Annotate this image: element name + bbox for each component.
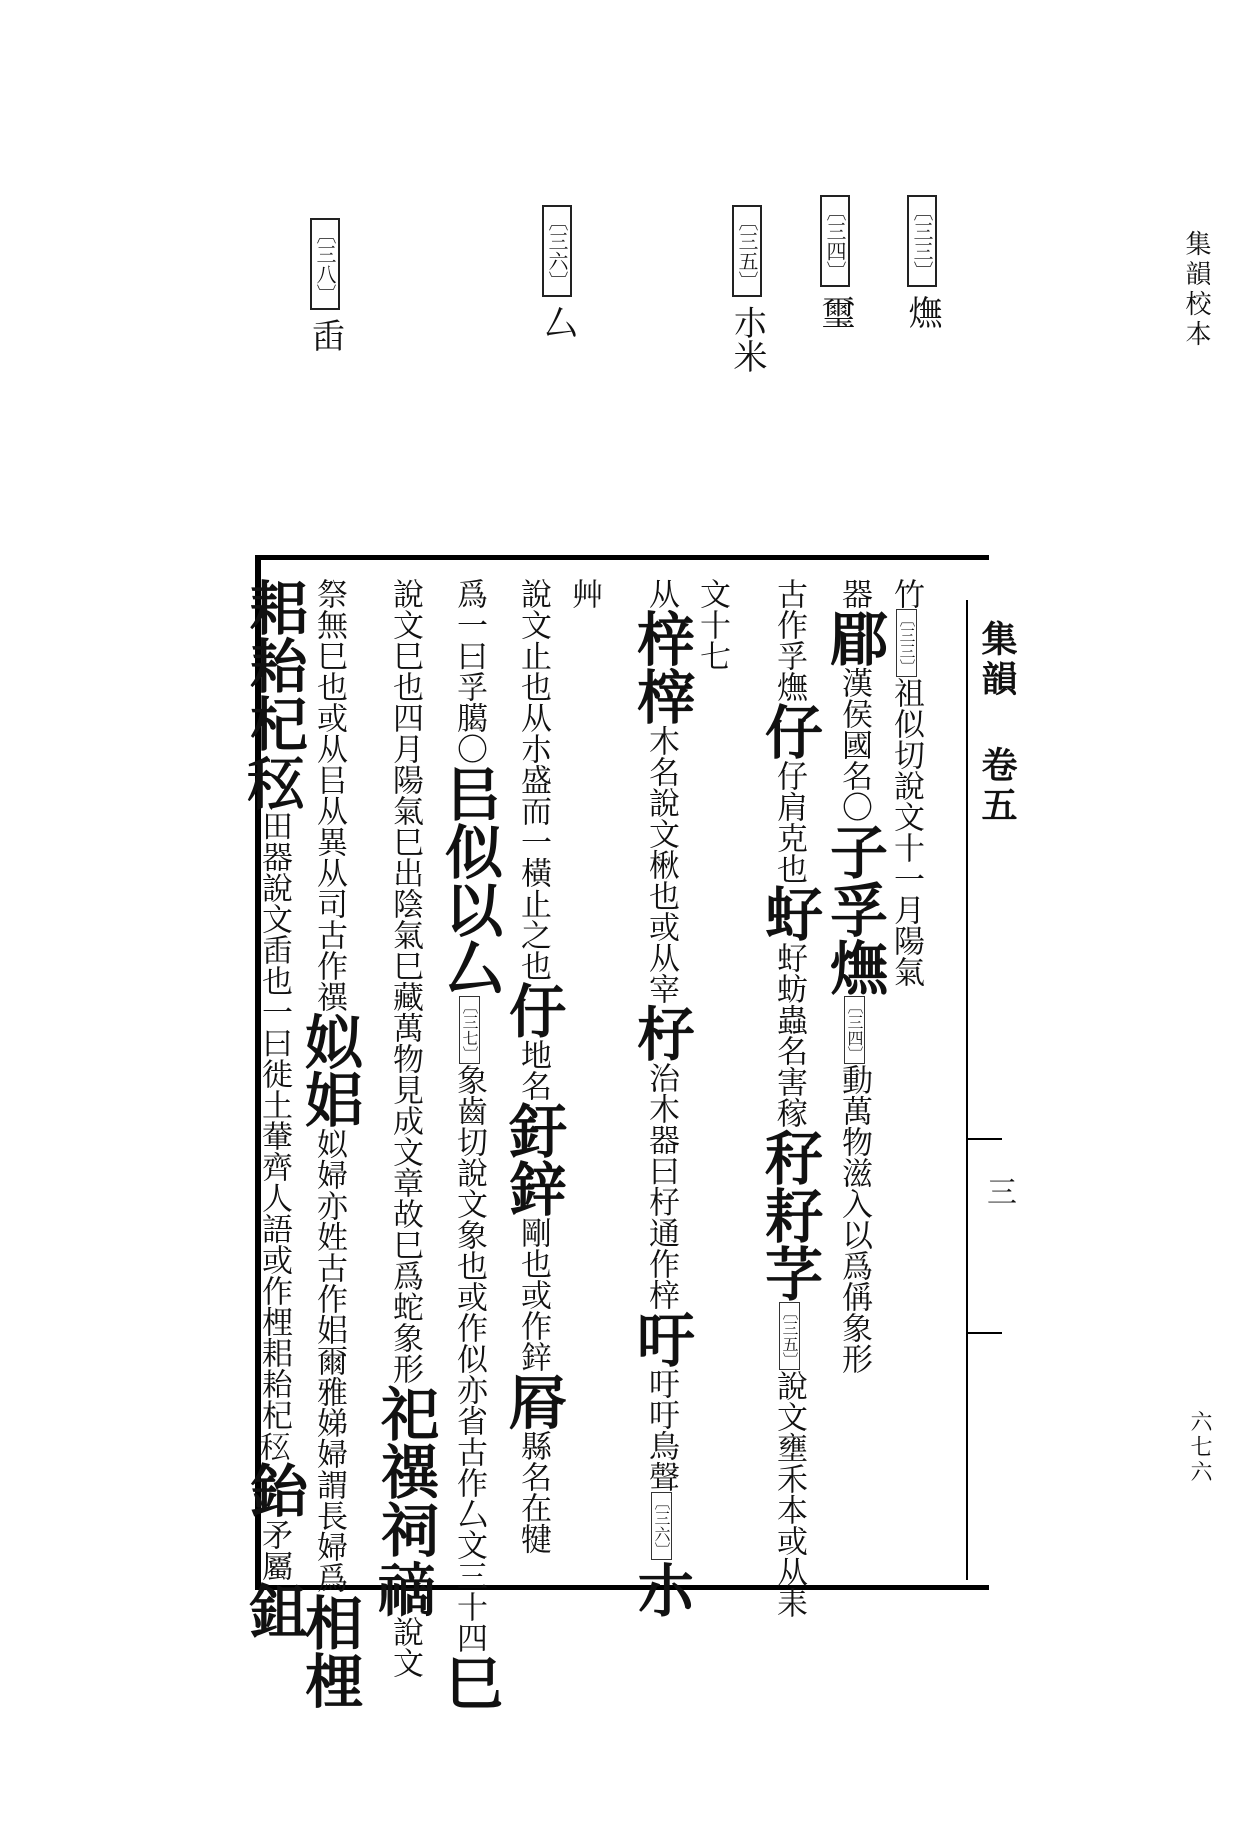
gloss-text: 說文巳也四月陽氣巳出陰氣巳藏萬物見成文章故巳爲蛇象形	[387, 578, 423, 1384]
note-marker: 〔三四〕	[845, 998, 864, 1062]
headword: 虸	[755, 884, 823, 942]
gloss-text: 說文壅禾本或从耒	[771, 1370, 807, 1618]
headword: 釪鋅	[499, 1101, 567, 1217]
headword: 鈶	[240, 1461, 308, 1519]
gloss-text: 說文	[387, 1616, 423, 1678]
gloss-text: 爲一曰孚臈	[451, 578, 487, 733]
gloss-text: 器	[836, 578, 872, 609]
gloss-text: 姒婦亦姓古作㚶爾雅娣婦謂長婦爲	[311, 1128, 347, 1593]
gloss-text: 仔肩克也	[771, 760, 807, 884]
headword: 巳	[435, 1653, 503, 1711]
text-column	[295, 578, 363, 1709]
gloss-text: 祖似切說文十一月陽氣	[888, 677, 924, 987]
page-number: 六七六	[1187, 1410, 1212, 1485]
headword: 郿	[820, 609, 888, 667]
gloss-text: 〇	[451, 733, 487, 764]
gloss-text: 艸	[566, 578, 602, 609]
note-text: 璽	[815, 295, 855, 329]
note-text: 厶	[537, 305, 577, 339]
note-number: 〔三六〕	[542, 205, 572, 297]
headword: 姒㚶	[295, 1012, 363, 1128]
headword: 子孚㷻	[820, 822, 888, 996]
collation-note	[815, 195, 855, 329]
running-title: 集韻校本	[1181, 230, 1211, 350]
gloss-text: 从	[643, 578, 679, 609]
gloss-text: 古作孚㷻	[771, 578, 807, 702]
gloss-text: 漢侯國名	[836, 667, 872, 791]
headword: 鉏	[240, 1581, 308, 1639]
text-column	[694, 578, 730, 671]
gloss-text: 地名	[515, 1039, 551, 1101]
fishtail-mark	[966, 1138, 1002, 1140]
gloss-text: 縣名在犍	[515, 1430, 551, 1554]
headword: 㠯似以厶	[435, 764, 503, 996]
gloss-text: 虸蚄蟲名害稼	[771, 942, 807, 1128]
collation-note	[727, 205, 767, 373]
note-text: 臿	[305, 318, 345, 352]
collation-note	[305, 218, 345, 352]
gloss-text: 〇	[836, 791, 872, 822]
text-column	[371, 578, 439, 1678]
text-column	[566, 578, 602, 609]
note-marker: 〔三五〕	[780, 1304, 799, 1368]
collation-note	[902, 195, 942, 329]
gloss-text: 祭無巳也或从㠯从異从司古作禩	[311, 578, 347, 1012]
text-column	[755, 578, 823, 1618]
text-column	[627, 578, 695, 1618]
text-column	[435, 578, 503, 1711]
note-number: 〔三八〕	[310, 218, 340, 310]
headword: 㐵	[499, 981, 567, 1039]
note-marker: 〔三六〕	[652, 1494, 671, 1558]
gloss-text: 竹	[888, 578, 924, 609]
headword: 梓榟	[627, 609, 695, 725]
note-marker: 〔三七〕	[460, 998, 479, 1062]
gloss-text: 木名說文楸也或从宰	[643, 725, 679, 1004]
gloss-text: 田器說文臿也一曰徙土輂齊人語或作梩耜耛杞𥝮	[256, 810, 292, 1461]
note-number: 〔三四〕	[820, 195, 850, 287]
gloss-text: 動萬物滋入以爲偁象形	[836, 1064, 872, 1374]
note-number: 〔三五〕	[732, 205, 762, 297]
note-number: 〔三三〕	[907, 195, 937, 287]
collation-note	[537, 205, 577, 339]
gloss-text: 象齒切說文象也或作似亦省古作厶文三十四	[451, 1064, 487, 1653]
note-text: 㷻	[902, 295, 942, 329]
text-column	[820, 578, 888, 1374]
headword: 耜耛杞𥝮	[240, 578, 308, 810]
headword: 祀禩祠𥛚	[371, 1384, 439, 1616]
text-column	[499, 578, 567, 1554]
note-marker: 〔三三〕	[897, 611, 916, 675]
fishtail-mark	[966, 1332, 1002, 1334]
gloss-text: 治木器曰杍通作梓	[643, 1062, 679, 1310]
note-text: 朩米	[727, 305, 767, 373]
headword: 仔	[755, 702, 823, 760]
headword: 朩	[627, 1560, 695, 1618]
headword: 杍	[627, 1004, 695, 1062]
gloss-text: 文十七	[694, 578, 730, 671]
headword: 㞕	[499, 1372, 567, 1430]
gloss-text: 說文止也从朩盛而一橫止之也	[515, 578, 551, 981]
headword: 相梩	[295, 1593, 363, 1709]
text-column	[888, 578, 924, 987]
gloss-text: 矛屬	[256, 1519, 292, 1581]
block-page-number: 三	[981, 1176, 1016, 1206]
text-column	[240, 578, 308, 1639]
gloss-text: 剛也或作鋅	[515, 1217, 551, 1372]
gloss-text: 吁吁鳥聲	[643, 1368, 679, 1492]
block-center-title: 集韻 卷五	[976, 620, 1018, 826]
headword: 吁	[627, 1310, 695, 1368]
headword: 秄耔芓	[755, 1128, 823, 1302]
